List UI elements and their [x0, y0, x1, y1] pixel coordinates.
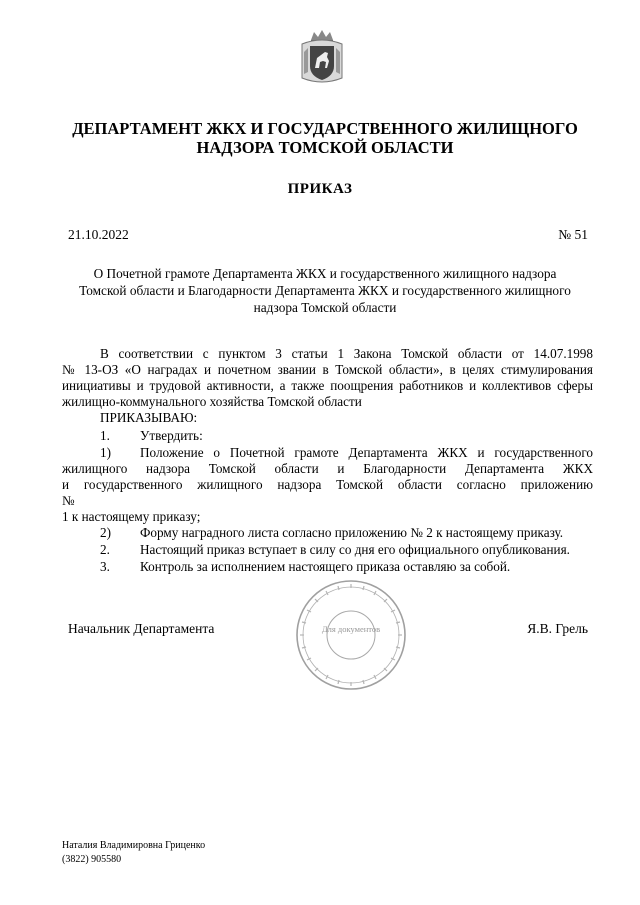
department-name-line1: ДЕПАРТАМЕНТ ЖКХ И ГОСУДАРСТВЕННОГО ЖИЛИЩНОГО	[72, 119, 578, 138]
subitem1-number: 1)	[100, 445, 111, 460]
signer-name: Я.В. Грель	[527, 621, 588, 636]
subitem1-line2: жилищного надзора Томской области и Благодарности Департамента ЖКХ	[62, 461, 593, 476]
subitem1-line3: и государственного жилищного надзора Томской области согласно приложению	[62, 477, 593, 492]
document-number: № 51	[558, 227, 588, 242]
subject-line3: надзора Томской области	[253, 300, 397, 315]
subitem1-line5: 1 к настоящему приказу;	[62, 509, 201, 524]
subitem1-line1: Положение о Почетной грамоте Департамента ЖКХ и государственного	[140, 445, 593, 460]
subject-line1: О Почетной грамоте Департамента ЖКХ и государственного жилищного надзора	[93, 266, 557, 281]
preamble-line2: № 13-ОЗ «О наградах и почетном звании в Томской области», в целях стимулирования	[62, 362, 593, 377]
item3-number: 3.	[100, 559, 110, 574]
subitem2-number: 2)	[100, 525, 111, 540]
order-word: ПРИКАЗЫВАЮ:	[100, 410, 198, 425]
item1-number: 1.	[100, 428, 110, 443]
signer-title: Начальник Департамента	[68, 621, 215, 636]
preamble-line3: инициативы и трудовой активности, а также поощрения работников и коллективов сферы	[62, 378, 593, 393]
document-type: ПРИКАЗ	[287, 181, 353, 197]
item2-number: 2.	[100, 542, 110, 557]
item3-text: Контроль за исполнением настоящего приказа оставляю за собой.	[140, 559, 511, 574]
contact-phone: (3822) 905580	[62, 854, 122, 865]
subitem1-line4: №	[62, 493, 75, 508]
document-date: 21.10.2022	[68, 227, 129, 242]
department-name-line2: НАДЗОРА ТОМСКОЙ ОБЛАСТИ	[196, 138, 454, 157]
subject-line2: Томской области и Благодарности Департамента ЖКХ и государственного жилищного	[79, 283, 571, 298]
item2-text: Настоящий приказ вступает в силу со дня его официального опубликования.	[140, 542, 570, 557]
subitem2-text: Форму наградного листа согласно приложению № 2 к настоящему приказу.	[140, 525, 564, 540]
item1-text: Утвердить:	[140, 428, 203, 443]
seal-center-text: Для документов	[321, 624, 381, 634]
preamble-line4: жилищно-коммунального хозяйства Томской области	[62, 394, 362, 409]
coat-of-arms-icon	[298, 28, 346, 86]
preamble-line1: В соответствии с пунктом 3 статьи 1 Закона Томской области от 14.07.1998	[100, 346, 593, 361]
official-seal-icon	[294, 578, 408, 692]
contact-name: Наталия Владимировна Гриценко	[62, 840, 206, 851]
